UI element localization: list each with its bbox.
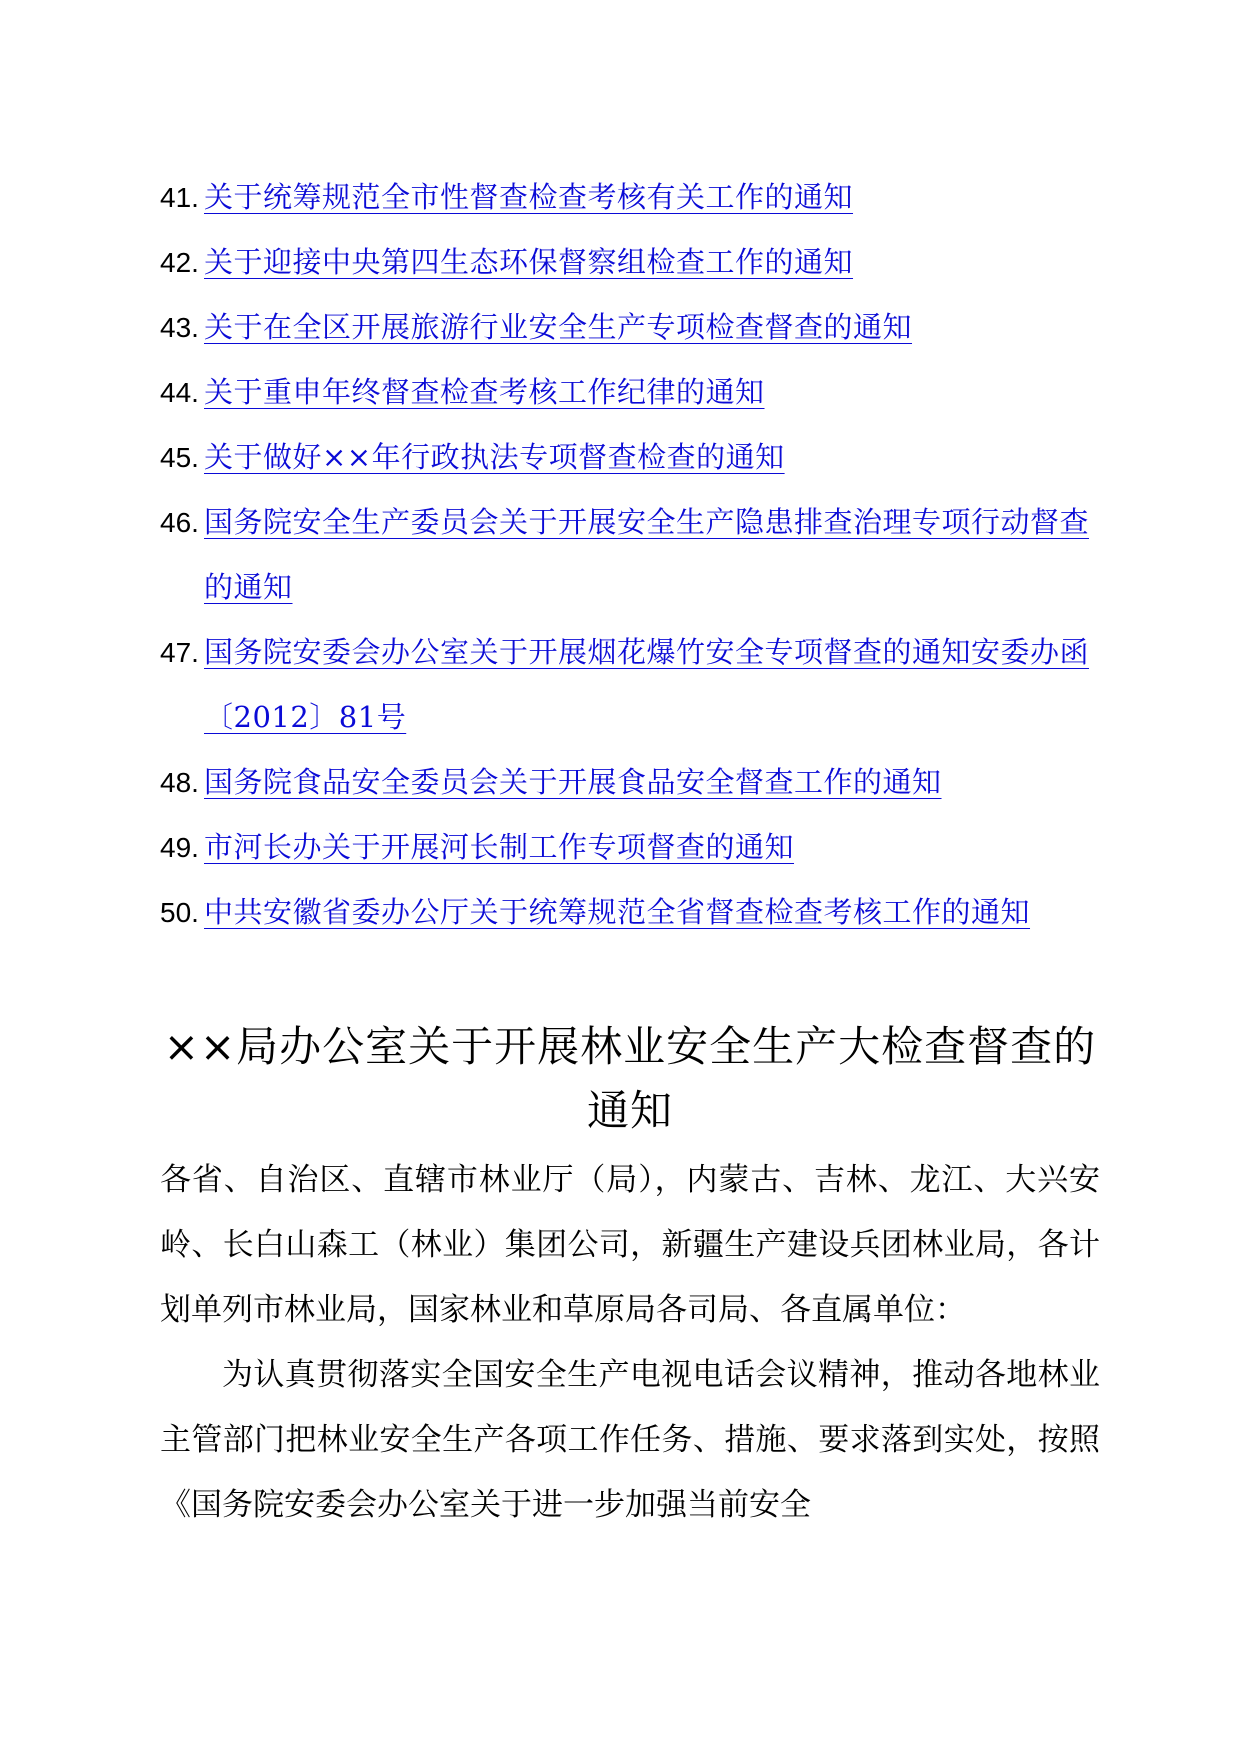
toc-item-44	[160, 360, 1100, 425]
toc-link[interactable]: 关于在全区开展旅游行业安全生产专项检查督查的通知	[204, 310, 913, 344]
toc-item-number: 50.	[160, 897, 199, 928]
toc-link[interactable]: 国务院安委会办公室关于开展烟花爆竹安全专项督查的通知安委办函〔2012〕81号	[204, 635, 1090, 734]
toc-list	[160, 165, 1100, 945]
toc-item-number: 48.	[160, 767, 199, 798]
toc-item-50	[160, 880, 1100, 945]
toc-link[interactable]: 国务院食品安全委员会关于开展食品安全督查工作的通知	[204, 765, 942, 799]
toc-item-43	[160, 295, 1100, 360]
document-body	[160, 1148, 1100, 1538]
toc-link[interactable]: 关于统筹规范全市性督查检查考核有关工作的通知	[204, 180, 854, 214]
toc-item-42	[160, 230, 1100, 295]
toc-item-number: 44.	[160, 377, 199, 408]
toc-item-49	[160, 815, 1100, 880]
toc-link[interactable]: 国务院安全生产委员会关于开展安全生产隐患排查治理专项行动督查的通知	[204, 505, 1090, 604]
toc-item-41	[160, 165, 1100, 230]
toc-item-number: 49.	[160, 832, 199, 863]
toc-item-number: 42.	[160, 247, 199, 278]
toc-item-46	[160, 490, 1100, 620]
toc-link[interactable]: 市河长办关于开展河长制工作专项督查的通知	[204, 830, 795, 864]
toc-item-number: 45.	[160, 442, 199, 473]
toc-item-number: 41.	[160, 182, 199, 213]
toc-item-number: 47.	[160, 637, 199, 668]
toc-item-48	[160, 750, 1100, 815]
toc-item-47	[160, 620, 1100, 750]
body-paragraph: 为认真贯彻落实全国安全生产电视电话会议精神，推动各地林业主管部门把林业安全生产各项工作任务、措施、要求落到实处，按照《国务院安委会办公室关于进一步加强当前安全	[160, 1357, 1100, 1523]
toc-link[interactable]: 中共安徽省委办公厅关于统筹规范全省督查检查考核工作的通知	[204, 895, 1031, 929]
toc-item-number: 43.	[160, 312, 199, 343]
toc-link[interactable]: 关于做好××年行政执法专项督查检查的通知	[204, 440, 785, 474]
salutation: 各省、自治区、直辖市林业厅（局），内蒙古、吉林、龙江、大兴安岭、长白山森工（林业）集团公司，新疆生产建设兵团林业局，各计划单列市林业局，国家林业和草原局各司局、各直属单位：	[160, 1162, 1100, 1328]
toc-link[interactable]: 关于迎接中央第四生态环保督察组检查工作的通知	[204, 245, 854, 279]
document-title: ××局办公室关于开展林业安全生产大检查督查的通知	[163, 1022, 1097, 1135]
toc-item-45	[160, 425, 1100, 490]
toc-item-number: 46.	[160, 507, 199, 538]
toc-link[interactable]: 关于重申年终督查检查考核工作纪律的通知	[204, 375, 765, 409]
